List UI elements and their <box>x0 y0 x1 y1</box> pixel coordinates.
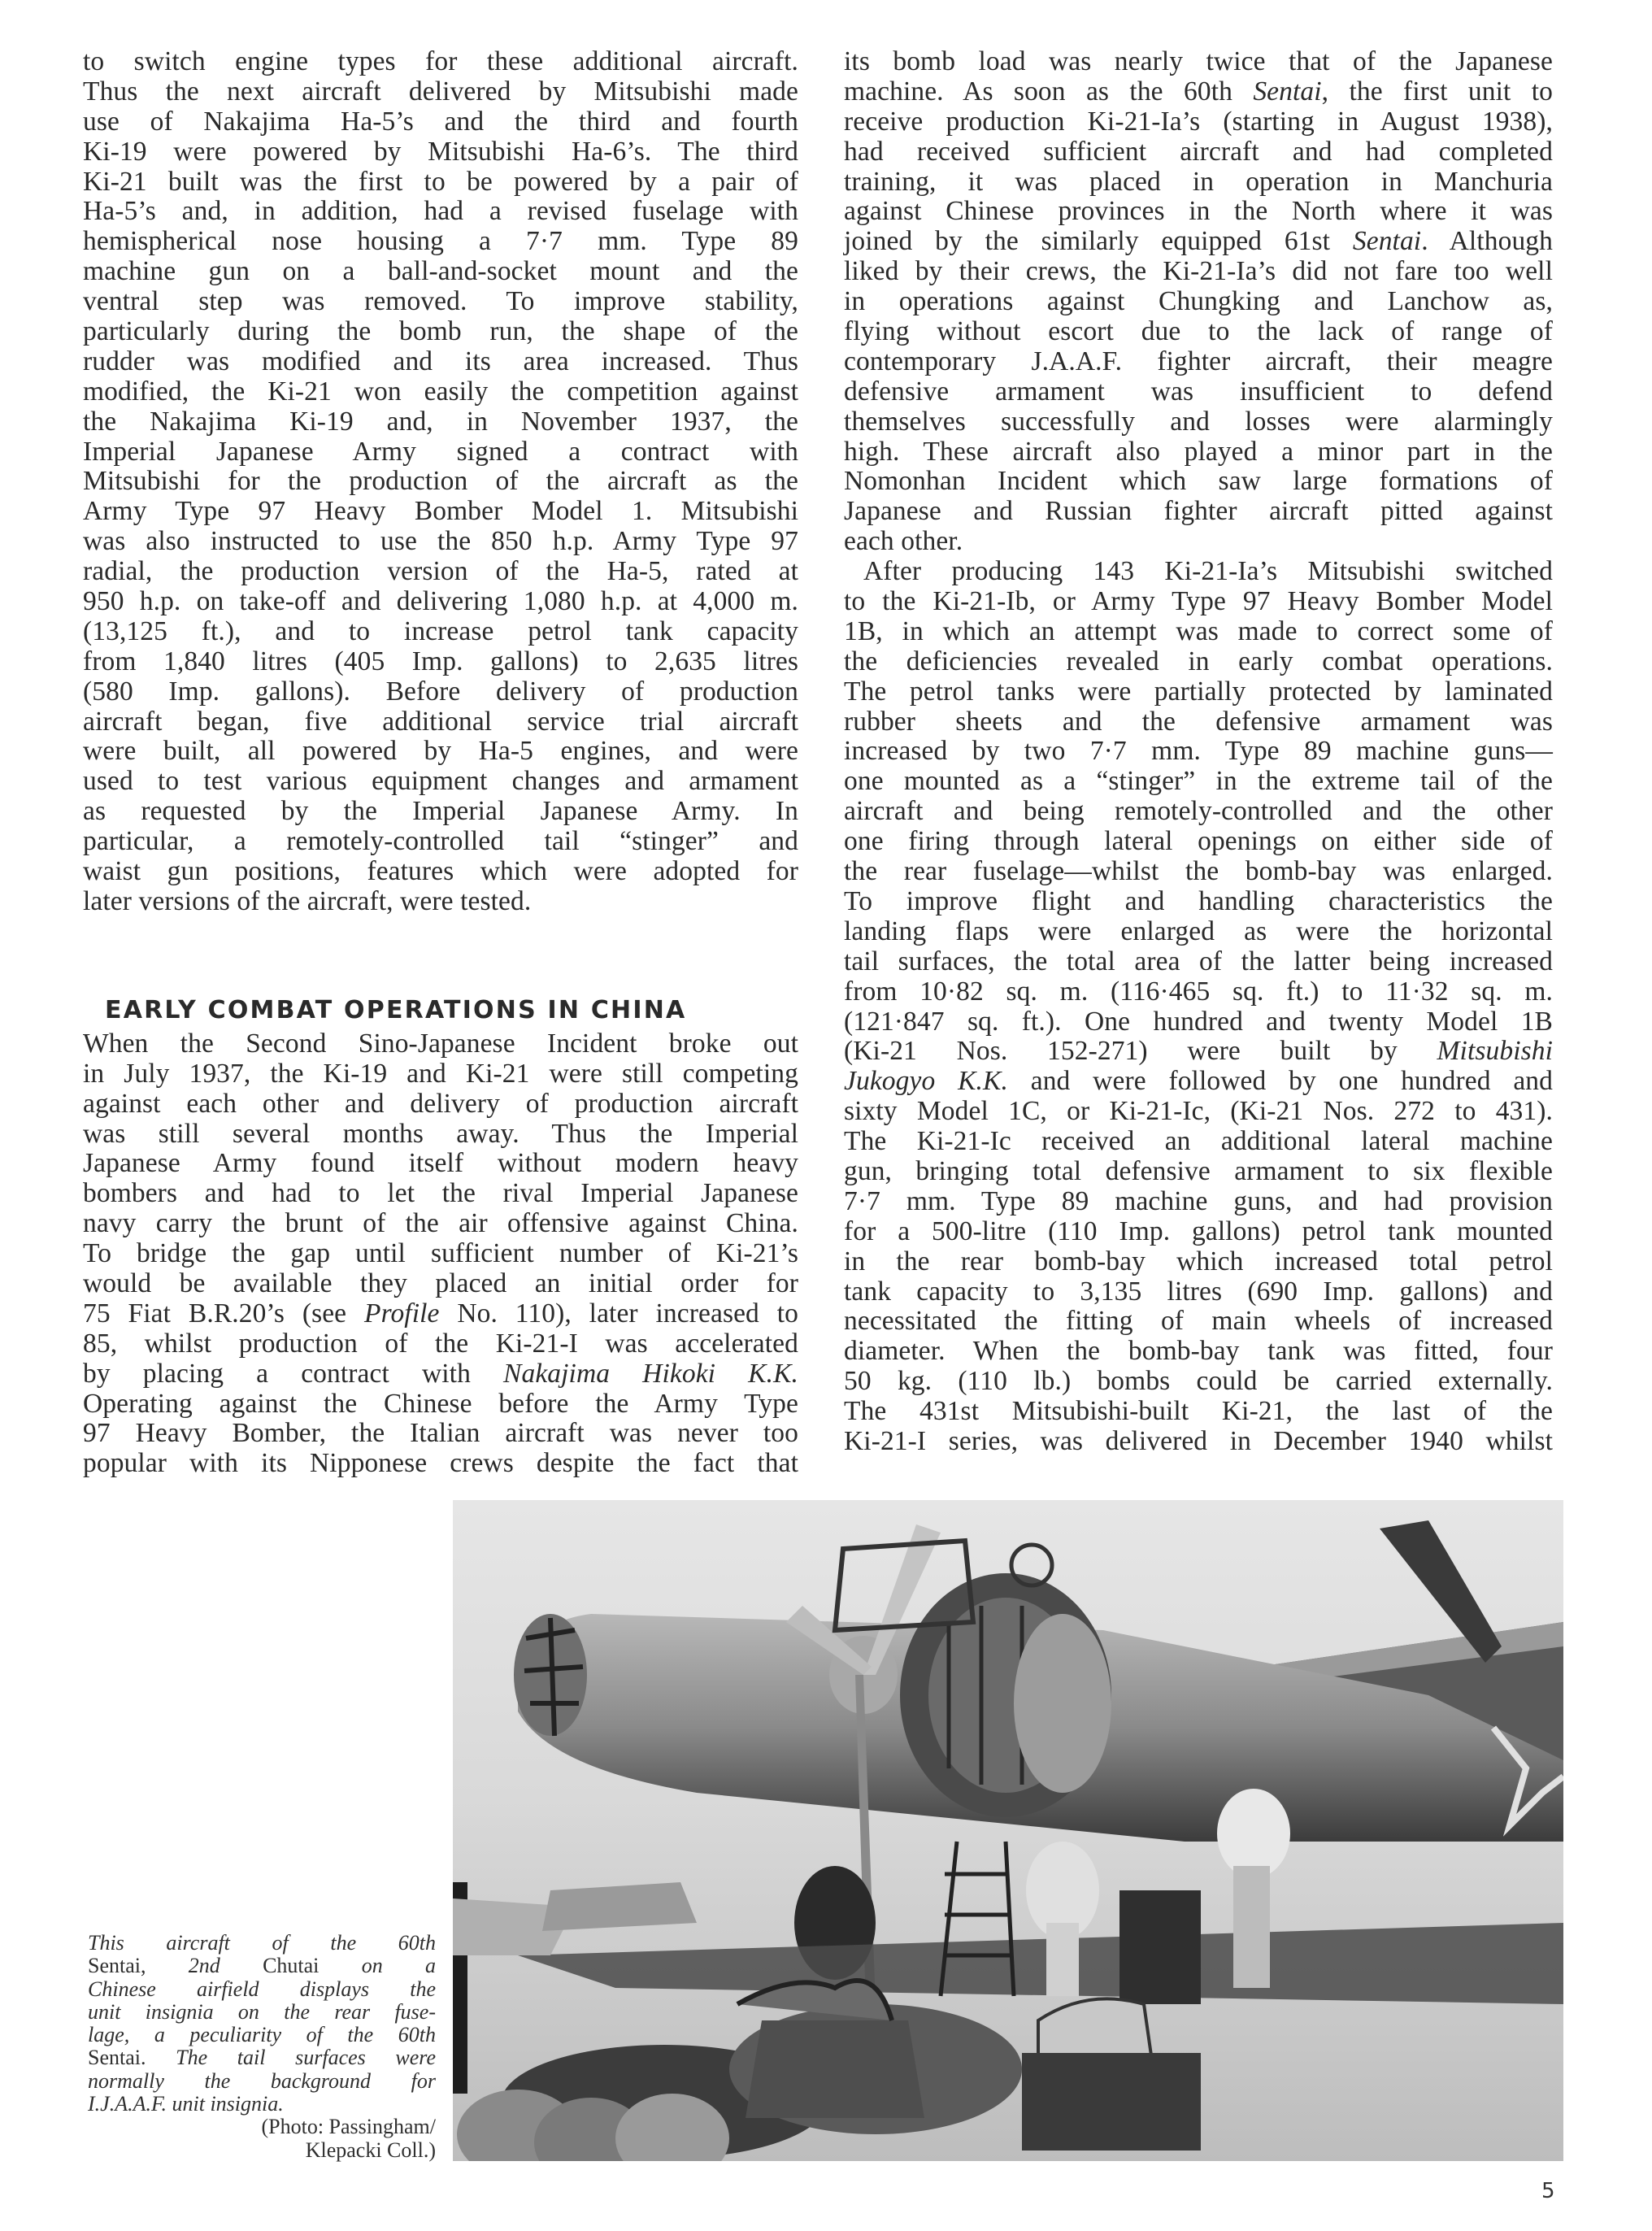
left-intro-paragraph <box>83 47 798 917</box>
text-line: the Nakajima Ki-19 and, in November 1937, the <box>83 406 798 437</box>
early-combat-paragraph <box>83 1029 798 1299</box>
text-line: Nomonhan Incident which saw large formations of <box>844 466 1553 497</box>
text-line: contemporary J.A.A.F. fighter aircraft, their meagre <box>844 346 1553 376</box>
text-line: 7·7 mm. Type 89 machine guns, and had provision <box>844 1185 1553 1216</box>
text-line: popular with its Nipponese crews despite the fact that <box>83 1448 798 1479</box>
caption-line: This aircraft of the 60th <box>88 1931 436 1955</box>
text-line: diameter. When the bomb-bay tank was fitted, four <box>844 1336 1553 1367</box>
text-line: (Ki-21 Nos. 152-271) were built by Mitsubishi <box>844 1036 1553 1067</box>
text-line: hemispherical nose housing a 7·7 mm. Type 89 <box>83 226 798 257</box>
text-line: later versions of the aircraft, were tested. <box>83 885 532 916</box>
text-line: as requested by the Imperial Japanese Army. In <box>83 796 798 827</box>
ki21-bomber-photo-icon <box>453 1500 1563 2161</box>
text-line: bombers and had to let the rival Imperial Japanese <box>83 1178 798 1209</box>
text-line: would be available they placed an initial order for <box>83 1268 798 1298</box>
text-line: flying without escort due to the lack of range of <box>844 316 1553 347</box>
text-line: particular, a remotely-controlled tail “stinger” and <box>83 826 798 857</box>
text-line: 97 Heavy Bomber, the Italian aircraft was never too <box>83 1418 798 1449</box>
text-line: The 431st Mitsubishi-built Ki-21, the last of the <box>844 1396 1553 1427</box>
text-line: Ha-5’s and, in addition, had a revised fuselage with <box>83 196 798 227</box>
text-line: sixty Model 1C, or Ki-21-Ic, (Ki-21 Nos. 272 to 431). <box>844 1096 1553 1127</box>
right-lines-a <box>844 107 1553 228</box>
text-line: rubber sheets and the defensive armament was <box>844 706 1553 737</box>
text-line: radial, the production version of the Ha-5, rated at <box>83 556 798 587</box>
text-line: to switch engine types for these additional aircraft. <box>83 46 798 76</box>
caption-line: Sentai. The tail surfaces were <box>88 2046 436 2070</box>
text-line: each other. <box>844 526 963 557</box>
text-line: Japanese Army found itself without modern heavy <box>83 1148 798 1179</box>
text-line: against Chinese provinces in the North where it was <box>844 196 1553 227</box>
text-line: waist gun positions, features which were adopted for <box>83 856 798 887</box>
text-line: machine. As soon as the 60th Sentai, the first unit to <box>844 76 1553 107</box>
left-column <box>83 47 798 1479</box>
text-line: (121·847 sq. ft.). One hundred and twenty Model 1B <box>844 1006 1553 1037</box>
text-line: defensive armament was insufficient to defend <box>844 376 1553 407</box>
text-line: Thus the next aircraft delivered by Mitsubishi made <box>83 76 798 107</box>
text-line: tail surfaces, the total area of the latter being increased <box>844 946 1553 976</box>
text-line: Mitsubishi for the production of the aircraft as the <box>83 466 798 497</box>
text-line: particularly during the bomb run, the shape of the <box>83 316 798 347</box>
text-line: (580 Imp. gallons). Before delivery of production <box>83 676 798 707</box>
text-line: from 10·82 sq. m. (116·465 sq. ft.) to 11·32 sq. m. <box>844 976 1553 1007</box>
caption-line: Sentai, 2nd Chutai on a <box>88 1954 436 1978</box>
text-line: its bomb load was nearly twice that of the Japanese <box>844 46 1553 76</box>
paragraph-start-line: After producing 143 Ki-21-Ia’s Mitsubishi switched <box>863 556 1553 587</box>
text-line: To improve flight and handling characteristics the <box>844 885 1553 916</box>
aircraft-photo <box>453 1500 1563 2161</box>
text-line: 950 h.p. on take-off and delivering 1,080 h.p. at 4,000 m. <box>83 586 798 617</box>
text-line: in the rear bomb-bay which increased total petrol <box>844 1246 1553 1276</box>
text-line: 85, whilst production of the Ki-21-I was accelerated <box>83 1328 798 1359</box>
text-line: for a 500-litre (110 Imp. gallons) petrol tank mounted <box>844 1216 1553 1246</box>
text-line: themselves successfully and losses were alarmingly <box>844 406 1553 437</box>
text-line: landing flaps were enlarged as were the horizontal <box>844 915 1553 946</box>
text-line: 75 Fiat B.R.20’s (see Profile No. 110), later increased to <box>83 1298 799 1329</box>
text-line: rudder was modified and its area increased. Thus <box>83 346 798 376</box>
section-gap <box>83 917 798 992</box>
text-line: by placing a contract with Nakajima Hikoki K.K. <box>83 1358 798 1389</box>
caption-line: lage, a peculiarity of the 60th <box>88 2023 436 2047</box>
text-line: receive production Ki-21-Ia’s (starting in August 1938), <box>844 106 1553 137</box>
page-number: 5 <box>1541 2179 1555 2203</box>
text-line: The Ki-21-Ic received an additional lateral machine <box>844 1126 1553 1157</box>
text-line: the rear fuselage—whilst the bomb-bay was enlarged. <box>844 856 1553 887</box>
text-line: necessitated the fitting of main wheels of increased <box>844 1306 1553 1337</box>
text-line: 50 kg. (110 lb.) bombs could be carried externally. <box>844 1366 1553 1397</box>
text-line: To bridge the gap until sufficient number of Ki-21’s <box>83 1238 798 1269</box>
section-heading: EARLY COMBAT OPERATIONS IN CHINA <box>105 995 687 1024</box>
text-line: to the Ki-21-Ib, or Army Type 97 Heavy Bomber Model <box>844 586 1553 617</box>
profile-reference: Profile <box>364 1298 440 1329</box>
right-lines-d <box>844 1097 1553 1457</box>
text-line: Jukogyo K.K. and were followed by one hundred and <box>844 1066 1553 1097</box>
right-lines-b <box>844 257 1553 557</box>
text-line: from 1,840 litres (405 Imp. gallons) to 2,635 litres <box>83 646 798 676</box>
text-line: in July 1937, the Ki-19 and Ki-21 were still competing <box>83 1058 798 1089</box>
text-line: gun, bringing total defensive armament to six flexible <box>844 1155 1553 1186</box>
text-line: tank capacity to 3,135 litres (690 Imp. gallons) and <box>844 1276 1553 1307</box>
photo-credit: (Photo: Passingham/ <box>261 2115 436 2139</box>
text-line: increased by two 7·7 mm. Type 89 machine guns— <box>844 736 1553 767</box>
right-column <box>844 47 1553 1457</box>
text-line: high. These aircraft also played a minor part in the <box>844 436 1553 467</box>
text-line: in operations against Chungking and Lanchow as, <box>844 286 1553 317</box>
left-closing-lines <box>83 1389 798 1480</box>
text-line: one mounted as a “stinger” in the extreme tail of the <box>844 766 1553 797</box>
text-line: was still several months away. Thus the Imperial <box>83 1118 798 1149</box>
text-line: the deficiencies revealed in early combat operations. <box>844 646 1553 676</box>
caption-line: unit insignia on the rear fuse- <box>88 1999 436 2024</box>
text-line: ventral step was removed. To improve stability, <box>83 286 798 317</box>
text-line: liked by their crews, the Ki-21-Ia’s did not fare too well <box>844 256 1553 287</box>
caption-line: I.J.A.A.F. unit insignia. <box>88 2092 284 2116</box>
text-line: machine gun on a ball-and-socket mount and the <box>83 256 798 287</box>
text-line: against each other and delivery of production aircraft <box>83 1088 798 1119</box>
text-line: were built, all powered by Ha-5 engines, and were <box>83 736 798 767</box>
text-line: Ki-21-I series, was delivered in December 1940 whilst <box>844 1425 1553 1456</box>
photo-caption <box>88 1932 436 2162</box>
photo-credit: Klepacki Coll.) <box>305 2137 436 2162</box>
text-line: 1B, in which an attempt was made to correct some of <box>844 615 1553 646</box>
text-line: use of Nakajima Ha-5’s and the third and fourth <box>83 106 798 137</box>
caption-line: normally the background for <box>88 2068 436 2093</box>
text-line: Army Type 97 Heavy Bomber Model 1. Mitsubishi <box>83 496 798 527</box>
caption-line: Chinese airfield displays the <box>88 1977 436 2001</box>
text-line: Ki-19 were powered by Mitsubishi Ha-6’s. The third <box>83 136 798 167</box>
text-line: The petrol tanks were partially protected by laminated <box>844 676 1553 707</box>
text-line: Imperial Japanese Army signed a contract with <box>83 436 798 467</box>
text-line: training, it was placed in operation in Manchuria <box>844 166 1553 197</box>
text-line: Ki-21 built was the first to be powered by a pair of <box>83 166 798 197</box>
text-line: was also instructed to use the 850 h.p. Army Type 97 <box>83 526 798 557</box>
text-line: aircraft began, five additional service trial aircraft <box>83 706 798 737</box>
text-line: aircraft and being remotely-controlled and the other <box>844 796 1553 827</box>
text-line: Japanese and Russian fighter aircraft pitted against <box>844 496 1553 527</box>
text-line: used to test various equipment changes and armament <box>83 766 798 797</box>
text-line: one firing through lateral openings on either side of <box>844 826 1553 857</box>
text-line: joined by the similarly equipped 61st Sentai. Although <box>844 226 1553 257</box>
right-lines-c <box>844 587 1553 1037</box>
text-line: Operating against the Chinese before the Army Type <box>83 1388 798 1419</box>
text-line: had received sufficient aircraft and had completed <box>844 136 1553 167</box>
text-line: (13,125 ft.), and to increase petrol tank capacity <box>83 615 798 646</box>
text-line: When the Second Sino-Japanese Incident broke out <box>83 1028 798 1059</box>
caption-text <box>88 1932 436 2116</box>
text-line: modified, the Ki-21 won easily the competition against <box>83 376 798 407</box>
text-line: navy carry the brunt of the air offensive against China. <box>83 1208 798 1239</box>
